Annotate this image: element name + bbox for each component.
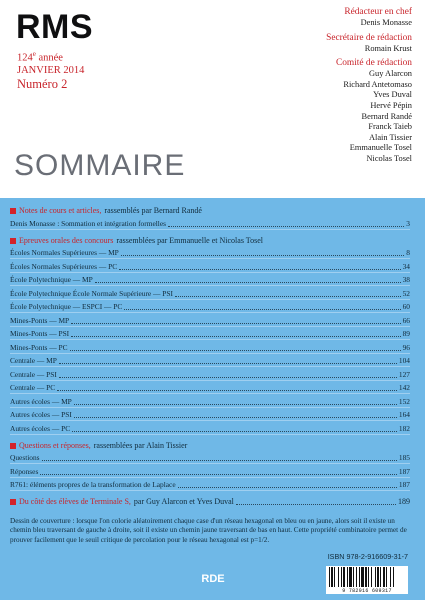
barcode-bar bbox=[359, 567, 360, 587]
section-bullet-icon bbox=[10, 443, 16, 449]
toc-entry bbox=[10, 381, 410, 395]
year-superscript: e bbox=[32, 50, 36, 58]
section-heading bbox=[10, 497, 410, 507]
toc-entry bbox=[10, 313, 410, 327]
toc-entry bbox=[10, 327, 410, 341]
section-subtitle: par Guy Alarcon et Yves Duval bbox=[133, 497, 234, 506]
barcode-bar bbox=[371, 567, 372, 587]
entry-title: Autres écoles — PSI bbox=[10, 410, 72, 419]
entry-page: 182 bbox=[398, 423, 410, 433]
entry-page: 189 bbox=[398, 497, 410, 506]
barcode-bar bbox=[331, 567, 333, 587]
editor-role: Rédacteur en chef bbox=[344, 7, 412, 17]
journal-logo: RMS bbox=[16, 8, 94, 46]
entry-page: 187 bbox=[398, 466, 410, 476]
toc-entry bbox=[10, 478, 410, 492]
entry-title: Questions bbox=[10, 453, 40, 462]
board-member: Alain Tissier bbox=[368, 132, 412, 142]
barcode-bar bbox=[386, 567, 387, 587]
barcode-digits: 9 782916 609317 bbox=[342, 588, 392, 594]
issue-date: JANVIER 2014 bbox=[17, 64, 85, 76]
board-member: Hervé Pépin bbox=[370, 100, 412, 110]
leader-dots bbox=[95, 282, 401, 283]
entry-page: 164 bbox=[398, 410, 410, 419]
entry-title: Mines-Ponts — PSI bbox=[10, 329, 70, 338]
publisher-logo: RDE bbox=[201, 573, 225, 585]
entry-page: 96 bbox=[402, 342, 410, 352]
entry-title: Centrale — MP bbox=[10, 356, 57, 365]
barcode-bar bbox=[383, 567, 385, 587]
board-member: Denis Monasse bbox=[360, 18, 412, 27]
toc-entry bbox=[10, 464, 410, 478]
entry-page: 104 bbox=[398, 356, 410, 365]
entry-title: Denis Monasse : Sommation et intégration formelles bbox=[10, 218, 166, 228]
leader-dots bbox=[121, 255, 405, 256]
leader-dots bbox=[124, 309, 400, 310]
barcode bbox=[326, 566, 408, 594]
barcode-bar bbox=[380, 567, 381, 587]
leader-dots bbox=[168, 226, 404, 227]
barcode-bar bbox=[368, 567, 369, 587]
section-subtitle: rassemblés par Bernard Randé bbox=[104, 206, 202, 215]
journal-year bbox=[17, 48, 84, 65]
entry-title: Réponses bbox=[10, 466, 39, 476]
barcode-bar bbox=[338, 567, 339, 587]
entry-page: 3 bbox=[406, 218, 410, 228]
section-title: Questions et réponses, bbox=[19, 440, 91, 450]
entry-page: 60 bbox=[402, 302, 410, 311]
entry-page: 142 bbox=[398, 383, 410, 392]
barcode-bar bbox=[390, 567, 391, 587]
board-member: Emmanuelle Tosel bbox=[349, 143, 412, 153]
barcode-bars bbox=[326, 566, 408, 588]
section-title: Notes de cours et articles, bbox=[19, 206, 102, 215]
leader-dots bbox=[175, 296, 401, 297]
barcode-bar bbox=[334, 567, 335, 587]
isbn: ISBN 978-2-916609-31-7 bbox=[327, 552, 408, 561]
section-subtitle: rassemblées par Alain Tissier bbox=[93, 440, 188, 450]
leader-dots bbox=[70, 350, 401, 351]
table-of-contents bbox=[10, 206, 410, 545]
entry-title: Autres écoles — PC bbox=[10, 423, 71, 433]
toc-entry bbox=[10, 259, 410, 273]
entry-page: 185 bbox=[398, 453, 410, 462]
toc-entry bbox=[10, 408, 410, 422]
toc-entry bbox=[10, 367, 410, 381]
issue-info bbox=[17, 48, 84, 92]
secretary-role: Secrétaire de rédaction bbox=[326, 32, 412, 43]
leader-dots bbox=[40, 474, 397, 475]
entry-page: 127 bbox=[398, 369, 410, 379]
barcode-bar bbox=[343, 567, 345, 587]
editorial-board bbox=[232, 7, 412, 165]
board-member: Yves Duval bbox=[373, 90, 412, 100]
entry-page: 38 bbox=[402, 275, 410, 284]
committee-names bbox=[232, 69, 412, 164]
barcode-bar bbox=[356, 567, 357, 587]
page-title: SOMMAIRE bbox=[14, 149, 186, 182]
barcode-bar bbox=[349, 567, 352, 587]
section-heading bbox=[10, 206, 410, 216]
toc-entry bbox=[10, 216, 410, 230]
entry-title: Autres écoles — MP bbox=[10, 396, 72, 406]
toc-entry bbox=[10, 273, 410, 287]
committee-role: Comité de rédaction bbox=[335, 58, 412, 69]
entry-title: Écoles Normales Supérieures — PC bbox=[10, 261, 118, 271]
leader-dots bbox=[59, 377, 397, 378]
section-heading bbox=[10, 236, 410, 246]
toc-entry bbox=[10, 451, 410, 465]
entry-page: 187 bbox=[398, 480, 410, 489]
leader-dots bbox=[72, 431, 397, 432]
board-member: Franck Taieb bbox=[368, 122, 412, 132]
entry-title: École Polytechnique — ESPCI — PC bbox=[10, 302, 123, 311]
editor-names bbox=[232, 18, 412, 29]
entry-title: Centrale — PC bbox=[10, 383, 56, 392]
toc-entry bbox=[10, 300, 410, 314]
year-number: 124 bbox=[17, 52, 33, 64]
section-subtitle: rassemblées par Emmanuelle et Nicolas Tosel bbox=[116, 235, 263, 245]
entry-page: 52 bbox=[402, 288, 410, 298]
barcode-bar bbox=[341, 567, 342, 587]
barcode-bar bbox=[347, 567, 348, 587]
entry-title: Centrale — PSI bbox=[10, 369, 57, 379]
board-member: Guy Alarcon bbox=[368, 69, 412, 79]
barcode-bar bbox=[361, 567, 364, 587]
leader-dots bbox=[42, 460, 397, 461]
toc-entry bbox=[10, 394, 410, 408]
issue-number: Numéro 2 bbox=[17, 76, 68, 91]
leader-dots bbox=[59, 363, 397, 364]
cover-description: Dessin de couverture : lorsque l'on colorie aléatoirement chaque case d'un réseau hexagonal en bleu ou en jaune, alors soit il existe un chemin bleu traversant de gauche à droite, soit il existe un chemin jaune traversant de bas en haut. Cette propriété combinatoire permet de prouver facilement que le seuil critique de percolation pour le réseau hexagonal est p=1/2. bbox=[10, 517, 407, 544]
barcode-bar bbox=[365, 567, 367, 587]
entry-title: École Polytechnique — MP bbox=[10, 275, 93, 284]
board-member: Romain Krust bbox=[364, 43, 412, 53]
section-bullet-icon bbox=[10, 499, 16, 505]
board-member: Nicolas Tosel bbox=[366, 153, 412, 163]
entry-page: 8 bbox=[406, 248, 410, 257]
toc-entry bbox=[10, 421, 410, 435]
barcode-bar bbox=[375, 567, 376, 587]
section-bullet-icon bbox=[10, 238, 16, 244]
entry-title: Écoles Normales Supérieures — MP bbox=[10, 248, 119, 257]
board-member: Bernard Randé bbox=[361, 111, 412, 121]
section-heading bbox=[10, 441, 410, 451]
leader-dots bbox=[74, 417, 397, 418]
toc-entry bbox=[10, 246, 410, 260]
section-title: Du côté des élèves de Terminale S, bbox=[19, 497, 131, 506]
entry-page: 34 bbox=[402, 261, 410, 271]
secretary-names bbox=[232, 44, 412, 55]
leader-dots bbox=[57, 390, 397, 391]
section-title: Epreuves orales des concours bbox=[19, 235, 114, 245]
leader-dots bbox=[71, 323, 400, 324]
barcode-bar bbox=[329, 567, 330, 587]
toc-entry bbox=[10, 340, 410, 354]
leader-dots bbox=[71, 336, 400, 337]
entry-title: Mines-Ponts — PC bbox=[10, 342, 68, 352]
year-word: année bbox=[38, 52, 63, 64]
entry-page: 66 bbox=[402, 315, 410, 325]
board-member: Richard Antetomaso bbox=[343, 79, 412, 89]
entry-page: 152 bbox=[398, 396, 410, 406]
toc-entry bbox=[10, 286, 410, 300]
toc-entry bbox=[10, 354, 410, 368]
barcode-bar bbox=[353, 567, 354, 587]
entry-title: Mines-Ponts — MP bbox=[10, 315, 70, 325]
leader-dots bbox=[119, 269, 400, 270]
barcode-bar bbox=[393, 567, 394, 587]
section-bullet-icon bbox=[10, 208, 16, 214]
barcode-bar bbox=[377, 567, 379, 587]
toc-sections bbox=[10, 206, 410, 507]
entry-title: École Polytechnique École Normale Supérieure — PSI bbox=[10, 288, 173, 298]
leader-dots bbox=[74, 404, 397, 405]
leader-dots bbox=[178, 487, 397, 488]
entry-title: R761: éléments propres de la transformation de Laplace bbox=[10, 480, 176, 489]
entry-page: 89 bbox=[402, 329, 410, 338]
